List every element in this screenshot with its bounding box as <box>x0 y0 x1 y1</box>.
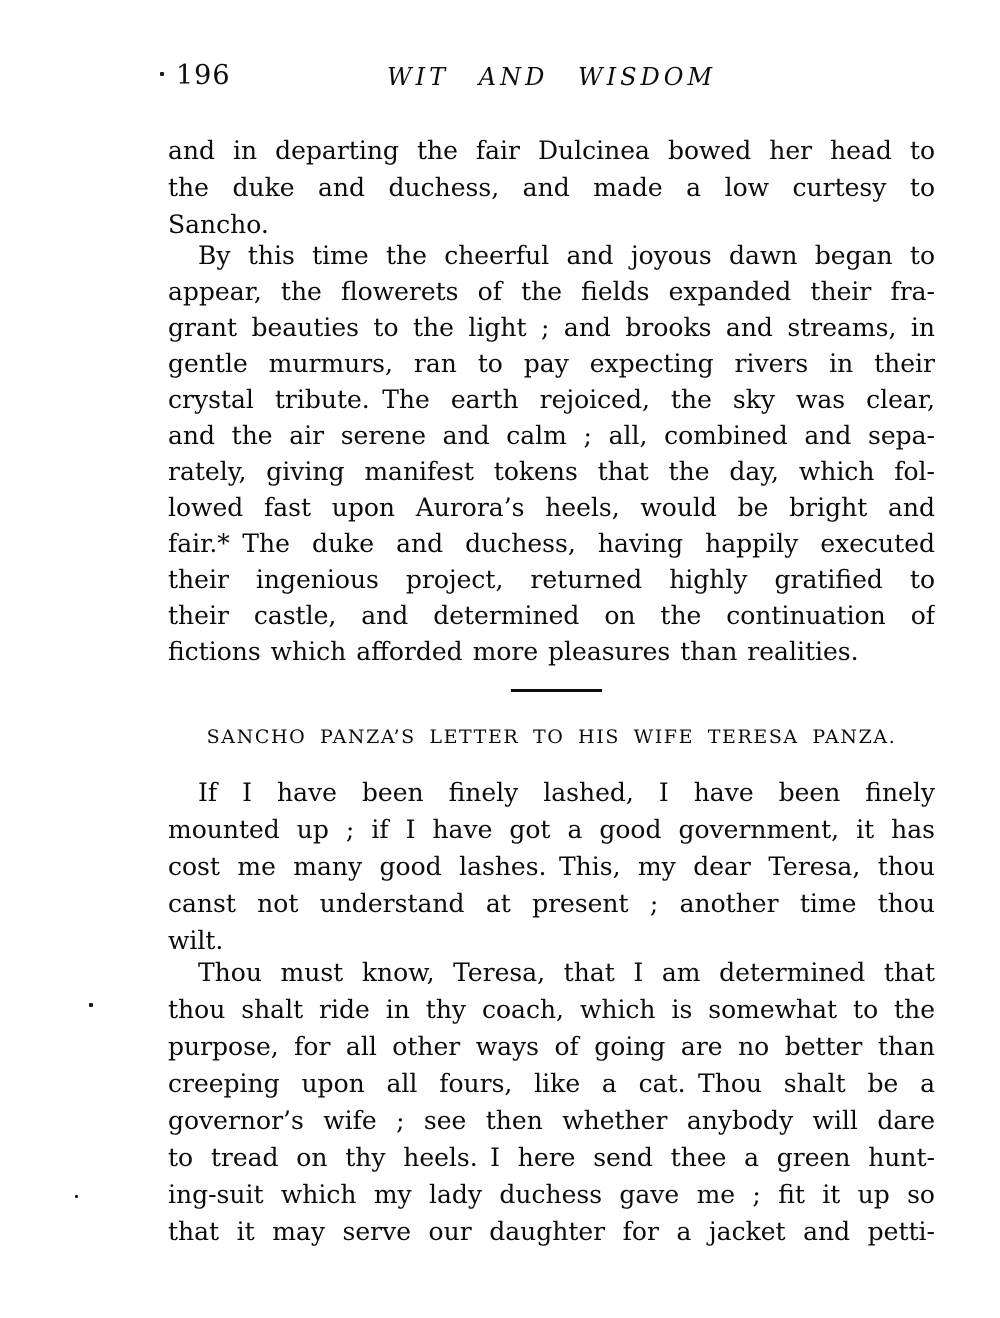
text-line: their ingenious project, returned highly gratified to <box>168 565 935 594</box>
text-line: mounted up ; if I have got a good government, it has <box>168 815 935 844</box>
text-line: thou shalt ride in thy coach, which is somewhat to the <box>168 995 935 1024</box>
text-line: and the air serene and calm ; all, combined and sepa- <box>168 421 935 450</box>
text-line: Sancho. <box>168 210 269 239</box>
text-line: If I have been finely lashed, I have been finely <box>198 778 935 807</box>
text-line: the duke and duchess, and made a low curtesy to <box>168 173 935 202</box>
text-line: gentle murmurs, ran to pay expecting rivers in their <box>168 349 935 378</box>
ink-speck <box>89 1003 93 1007</box>
page-number: 196 <box>176 60 231 91</box>
text-line: By this time the cheerful and joyous dawn began to <box>198 241 935 270</box>
text-line: to tread on thy heels. I here send thee a green hunt- <box>168 1143 935 1172</box>
text-line: fictions which afforded more pleasures than realities. <box>168 637 859 666</box>
text-line: creeping upon all fours, like a cat. Thou shalt be a <box>168 1069 935 1098</box>
text-line: that it may serve our daughter for a jacket and petti- <box>168 1217 935 1246</box>
text-line: governor’s wife ; see then whether anybody will dare <box>168 1106 935 1135</box>
text-line: and in departing the fair Dulcinea bowed her head to <box>168 136 935 165</box>
section-divider <box>511 689 602 692</box>
text-line: canst not understand at present ; another time thou <box>168 889 935 918</box>
text-line: fair.* The duke and duchess, having happily executed <box>168 529 935 558</box>
paragraph-continuation <box>168 132 935 243</box>
text-line: ing-suit which my lady duchess gave me ; fit it up so <box>168 1180 935 1209</box>
text-line: lowed fast upon Aurora’s heels, would be bright and <box>168 493 935 522</box>
paragraph-letter-2 <box>168 954 935 1250</box>
section-heading: SANCHO PANZA’S LETTER TO HIS WIFE TERESA PANZA. <box>206 726 897 748</box>
ink-speck <box>75 1195 78 1198</box>
text-line: Thou must know, Teresa, that I am determined that <box>198 958 935 987</box>
text-line: appear, the flowerets of the fields expanded their fra- <box>168 277 935 306</box>
paragraph-letter-1 <box>168 774 935 959</box>
text-line: crystal tribute. The earth rejoiced, the sky was clear, <box>168 385 935 414</box>
text-line: cost me many good lashes. This, my dear Teresa, thou <box>168 852 935 881</box>
ink-speck <box>160 72 164 76</box>
text-line: their castle, and determined on the continuation of <box>168 601 935 630</box>
text-line: purpose, for all other ways of going are no better than <box>168 1032 935 1061</box>
running-title: WIT AND WISDOM <box>386 63 717 91</box>
text-line: grant beauties to the light ; and brooks and streams, in <box>168 313 935 342</box>
text-line: wilt. <box>168 926 224 955</box>
paragraph-dawn <box>168 238 935 670</box>
text-line: rately, giving manifest tokens that the day, which fol- <box>168 457 935 486</box>
